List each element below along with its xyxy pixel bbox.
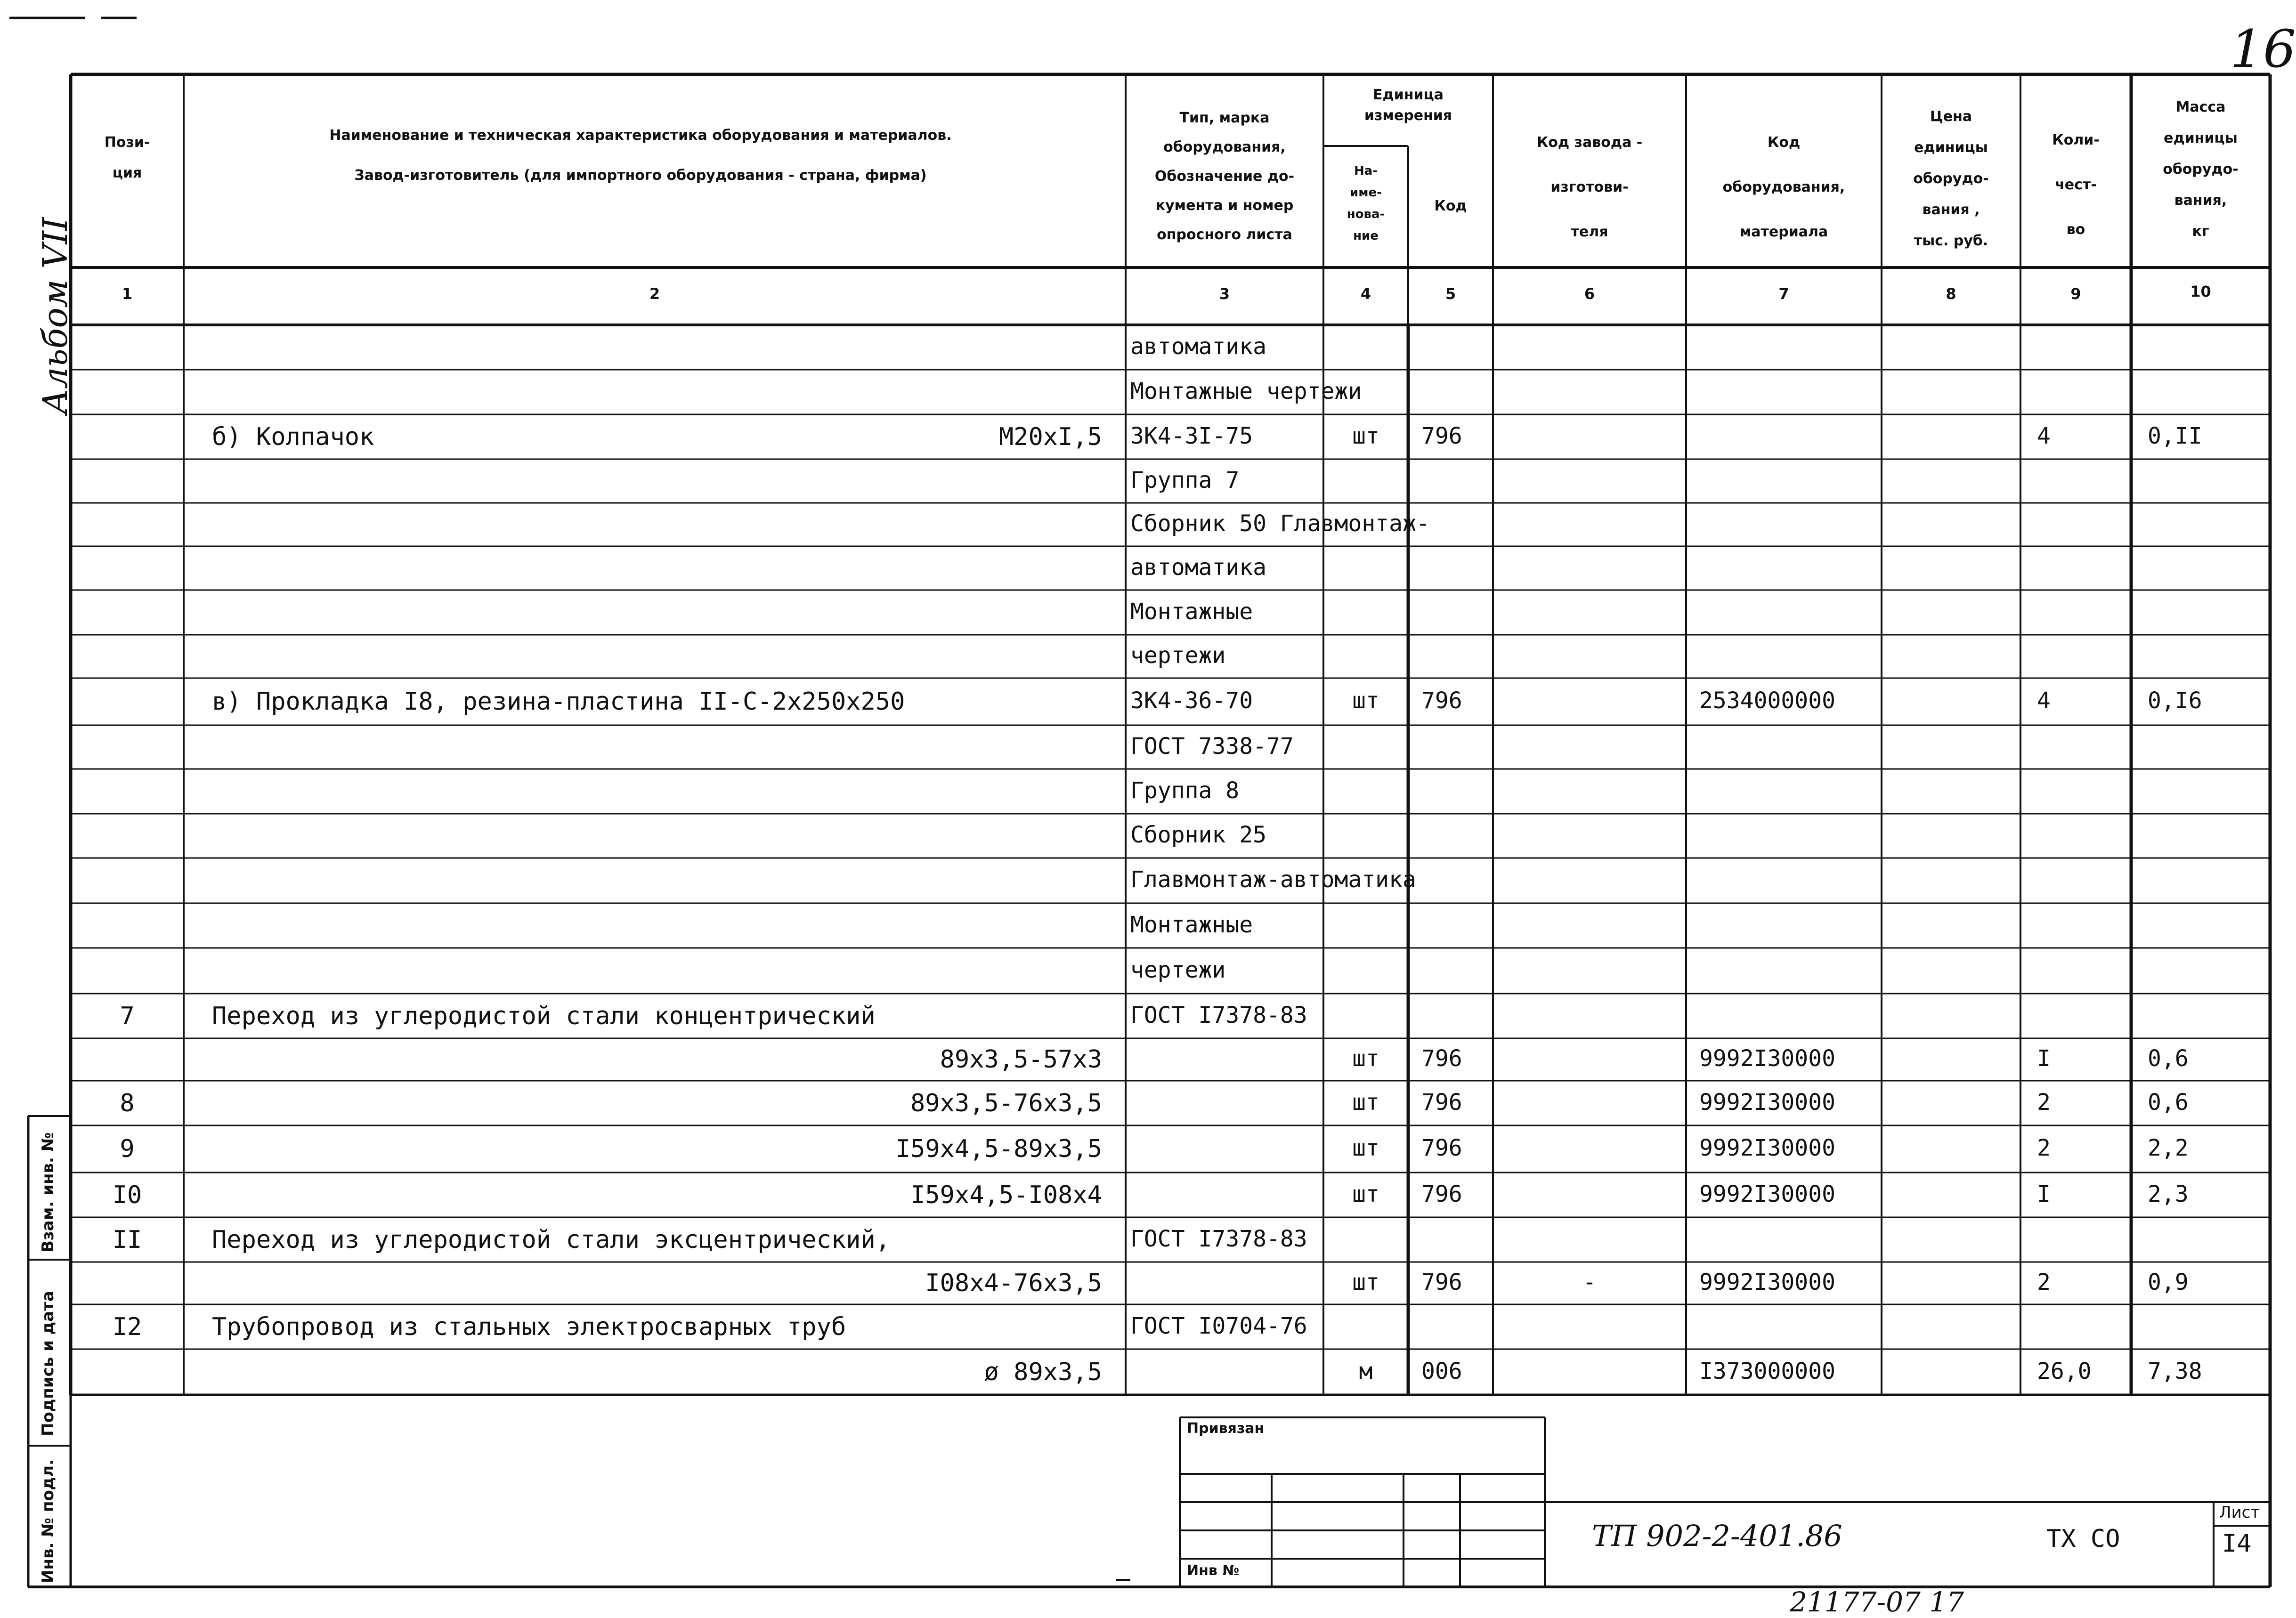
col-number-6: 6 (1584, 285, 1595, 303)
margin-vzam-inv: Взам. инв. № (39, 1132, 57, 1253)
cell-qty: 2 (2037, 1269, 2051, 1295)
cell-name: б) Колпачок (212, 422, 374, 451)
stamp-privyazan: Привязан (1187, 1420, 1265, 1437)
cell-name: Трубопровод из стальных электросварных труб (212, 1312, 846, 1341)
col-number-7: 7 (1778, 285, 1789, 303)
cell-code: 796 (1421, 1181, 1462, 1207)
col-number-5: 5 (1445, 285, 1456, 303)
cell-mass: 2,2 (2148, 1135, 2189, 1161)
cell-doc: чертежи (1130, 956, 1226, 983)
cell-mass: 0,I6 (2148, 688, 2202, 714)
cell-code: 006 (1421, 1358, 1462, 1384)
cell-doc: Монтажные (1130, 598, 1253, 625)
cell-code: 796 (1421, 688, 1462, 714)
cell-doc: Монтажные чертежи (1130, 378, 1362, 404)
cell-code: 796 (1421, 422, 1462, 449)
cell-qty: I (2037, 1181, 2051, 1207)
cell-doc: Сборник 50 Главмонтаж- (1130, 510, 1430, 537)
cell-doc: ГОСТ 7338-77 (1130, 733, 1294, 760)
header-unit-code: Код (1434, 198, 1467, 214)
cell-plant: - (1582, 1269, 1597, 1295)
col-number-2: 2 (649, 285, 660, 303)
cell-qty: 26,0 (2037, 1358, 2092, 1384)
cell-equip: I373000000 (1699, 1358, 1835, 1384)
cell-size: I59х4,5-I08х4 (910, 1181, 1102, 1209)
cell-size: 89х3,5-76х3,5 (910, 1089, 1102, 1117)
cell-doc: ГОСТ I7378-83 (1130, 1002, 1307, 1028)
bottom-numbers: 21177-07 17 (1790, 1586, 1964, 1618)
cell-qty: 2 (2037, 1135, 2051, 1161)
cell-doc: Монтажные (1130, 911, 1253, 938)
stamp-section: ТХ СО (2046, 1525, 2120, 1553)
cell-doc: Группа 8 (1130, 777, 1240, 804)
cell-pos: I2 (112, 1312, 142, 1341)
cell-unit: шт (1352, 422, 1379, 449)
cell-pos: I0 (112, 1181, 142, 1209)
cell-mass: 0,6 (2148, 1045, 2189, 1072)
cell-unit: шт (1352, 1181, 1379, 1207)
cell-mass: 0,6 (2148, 1089, 2189, 1116)
cell-mass: 0,II (2148, 422, 2202, 449)
cell-pos: 9 (120, 1135, 135, 1163)
margin-inv-podl: Инв. № подл. (39, 1459, 57, 1583)
header-type: Тип, марка оборудования, Обозначение до- кумента и номер опросного листа (1154, 110, 1295, 243)
cell-size: I08х4-76х3,5 (925, 1269, 1102, 1297)
cell-name: в) Прокладка I8, резина-пластина II-С-2х250х250 (212, 688, 905, 716)
cell-pos: 8 (120, 1089, 135, 1117)
cell-name: Переход из углеродистой стали концентрический (212, 1002, 876, 1030)
cell-equip: 9992I30000 (1699, 1089, 1835, 1116)
stamp-doc-code: ТП 902-2-401.86 (1592, 1519, 1842, 1553)
col-number-1: 1 (122, 285, 133, 303)
cell-code: 796 (1421, 1135, 1462, 1161)
cell-qty: 4 (2037, 422, 2051, 449)
cell-unit: шт (1352, 1045, 1379, 1072)
cell-doc: автоматика (1130, 554, 1266, 581)
stamp-sheet-number: I4 (2222, 1529, 2252, 1558)
cell-doc: ЗК4-36-70 (1130, 688, 1253, 714)
cell-equip: 9992I30000 (1699, 1269, 1835, 1295)
header-unit: Единица измерения (1364, 87, 1452, 124)
cell-mass: 0,9 (2148, 1269, 2189, 1295)
header-equipment-code: Код оборудования, материала (1722, 134, 1845, 240)
header-position: Пози- ция (104, 134, 150, 181)
col-number-4: 4 (1360, 285, 1371, 303)
cell-size: М20хI,5 (998, 422, 1102, 451)
cell-doc: ГОСТ I7378-83 (1130, 1225, 1307, 1252)
col-number-10: 10 (2190, 283, 2211, 300)
cell-equip: 9992I30000 (1699, 1181, 1835, 1207)
album-label: Альбом VII (35, 217, 75, 414)
cell-size: 89х3,5-57х3 (940, 1045, 1102, 1074)
cell-doc: Группа 7 (1130, 467, 1240, 493)
header-price: Цена единицы оборудо- вания , тыс. руб. (1913, 108, 1989, 249)
cell-doc: чертежи (1130, 642, 1226, 669)
cell-mass: 7,38 (2148, 1358, 2202, 1384)
cell-qty: I (2037, 1045, 2051, 1072)
header-unit-name: На- име- нова- ние (1347, 164, 1385, 243)
cell-pos: 7 (120, 1002, 135, 1030)
cell-name: Переход из углеродистой стали эксцентрический, (212, 1225, 891, 1254)
cell-unit: шт (1352, 688, 1379, 714)
header-quantity: Коли- чест- во (2052, 132, 2100, 238)
cell-code: 796 (1421, 1089, 1462, 1116)
cell-code: 796 (1421, 1045, 1462, 1072)
cell-size: ø 89х3,5 (984, 1358, 1102, 1386)
cell-unit: шт (1352, 1269, 1379, 1295)
col-number-3: 3 (1219, 285, 1230, 303)
cell-qty: 4 (2037, 688, 2051, 714)
cell-size: I59х4,5-89х3,5 (895, 1135, 1102, 1163)
cell-code: 796 (1421, 1269, 1462, 1295)
stamp-sheet-label: Лист (2219, 1503, 2260, 1522)
cell-equip: 9992I30000 (1699, 1045, 1835, 1072)
cell-equip: 2534000000 (1699, 688, 1835, 714)
cell-doc: ЗК4-3I-75 (1130, 422, 1253, 449)
header-name: Наименование и техническая характеристика оборудования и материалов. Завод-изготовитель (для импортного оборудования - страна, фирма) (329, 127, 952, 184)
cell-unit: шт (1352, 1089, 1379, 1116)
cell-equip: 9992I30000 (1699, 1135, 1835, 1161)
cell-doc: Главмонтаж-автоматика (1130, 866, 1416, 893)
col-number-9: 9 (2070, 285, 2081, 303)
header-plant-code: Код завода - изготови- теля (1536, 134, 1643, 240)
cell-pos: II (112, 1225, 142, 1254)
cell-unit: шт (1352, 1135, 1379, 1161)
cell-qty: 2 (2037, 1089, 2051, 1116)
stamp-inv-no: Инв № (1187, 1562, 1240, 1579)
cell-mass: 2,3 (2148, 1181, 2189, 1207)
col-number-8: 8 (1946, 285, 1956, 303)
cell-doc: Сборник 25 (1130, 822, 1266, 848)
page-number-top: 16 (2230, 19, 2296, 79)
cell-doc: автоматика (1130, 333, 1266, 360)
header-mass: Масса единицы оборудо- вания, кг (2163, 99, 2239, 240)
margin-podpis-data: Подпись и дата (39, 1291, 57, 1436)
cell-unit: м (1359, 1358, 1373, 1384)
cell-doc: ГОСТ I0704-76 (1130, 1312, 1307, 1339)
